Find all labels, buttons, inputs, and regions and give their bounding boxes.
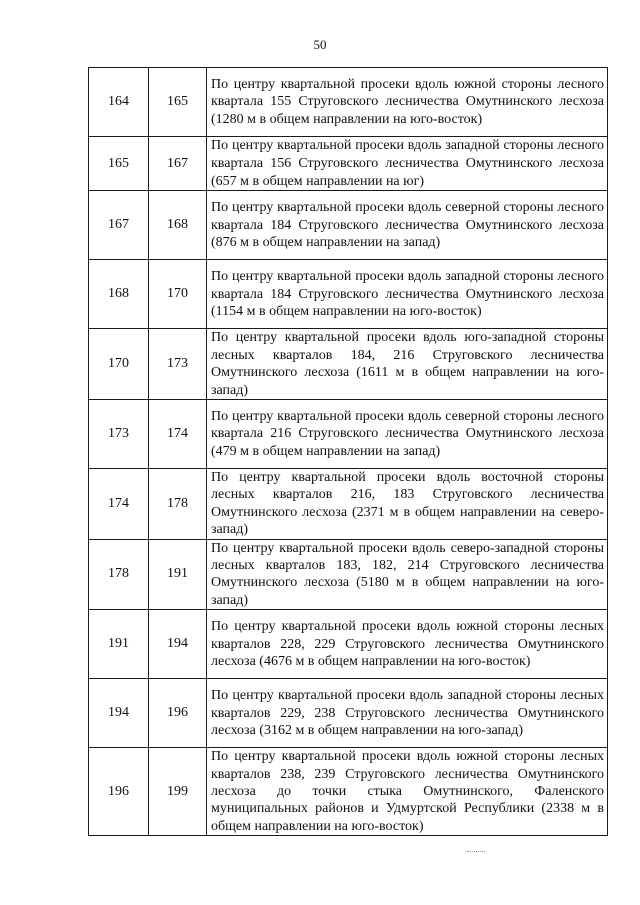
to-point: 174 — [149, 400, 207, 469]
boundary-description: По центру квартальной просеки вдоль восточной стороны лесных кварталов 216, 183 Струговского лесничества Омутнинского лесхоза (2371 м в общем направлении на северо-запад) — [207, 469, 608, 540]
table-row — [89, 610, 608, 679]
from-point: 170 — [89, 329, 149, 400]
table-row — [89, 539, 608, 610]
page-number: 50 — [313, 37, 327, 52]
to-point: 191 — [149, 539, 207, 610]
to-point: 196 — [149, 679, 207, 748]
boundary-description: По центру квартальной просеки вдоль северной стороны лесного квартала 184 Струговского лесничества Омутнинского лесхоза (876 м в общем направлении на запад) — [207, 191, 608, 260]
to-point: 173 — [149, 329, 207, 400]
boundary-description: По центру квартальной просеки вдоль северной стороны лесного квартала 216 Струговского лесничества Омутнинского лесхоза (479 м в общем направлении на запад) — [207, 400, 608, 469]
to-point: 178 — [149, 469, 207, 540]
boundary-description: По центру квартальной просеки вдоль западной стороны лесных кварталов 229, 238 Струговского лесничества Омутнинского лесхоза (3162 м в общем направлении на юго-запад) — [207, 679, 608, 748]
from-point: 191 — [89, 610, 149, 679]
from-point: 173 — [89, 400, 149, 469]
boundary-description: По центру квартальной просеки вдоль западной стороны лесного квартала 184 Струговского лесничества Омутнинского лесхоза (1154 м в общем направлении на юго-восток) — [207, 260, 608, 329]
boundary-description: По центру квартальной просеки вдоль юго-западной стороны лесных кварталов 184, 216 Струговского лесничества Омутнинского лесхоза (1611 м в общем направлении на юго-запад) — [207, 329, 608, 400]
to-point: 170 — [149, 260, 207, 329]
to-point: 167 — [149, 137, 207, 191]
to-point: 194 — [149, 610, 207, 679]
to-point: 168 — [149, 191, 207, 260]
from-point: 174 — [89, 469, 149, 540]
boundary-description: По центру квартальной просеки вдоль северо-западной стороны лесных кварталов 183, 182, 214 Струговского лесничества Омутнинского лесхоза (5180 м в общем направлении на юго-запад) — [207, 539, 608, 610]
boundary-description: По центру квартальной просеки вдоль южной стороны лесного квартала 155 Струговского лесничества Омутнинского лесхоза (1280 м в общем направлении на юго-восток) — [207, 68, 608, 137]
from-point: 165 — [89, 137, 149, 191]
from-point: 178 — [89, 539, 149, 610]
table-row — [89, 469, 608, 540]
to-point: 199 — [149, 748, 207, 836]
to-point: 165 — [149, 68, 207, 137]
boundary-table — [88, 67, 608, 836]
from-point: 164 — [89, 68, 149, 137]
table-row — [89, 191, 608, 260]
table-row — [89, 329, 608, 400]
scan-mark — [467, 851, 485, 853]
table-row — [89, 679, 608, 748]
boundary-description: По центру квартальной просеки вдоль западной стороны лесного квартала 156 Струговского лесничества Омутнинского лесхоза (657 м в общем направлении на юг) — [207, 137, 608, 191]
from-point: 168 — [89, 260, 149, 329]
table-row — [89, 400, 608, 469]
boundary-description: По центру квартальной просеки вдоль южной стороны лесных кварталов 238, 239 Струговского лесничества Омутнинского лесхоза до точки стыка Омутнинского, Фаленского муниципальных районов и Удмуртской Республики (2338 м в общем направлении на юго-восток) — [207, 748, 608, 836]
table-row — [89, 748, 608, 836]
table-row — [89, 68, 608, 137]
table-row — [89, 260, 608, 329]
table-row — [89, 137, 608, 191]
from-point: 194 — [89, 679, 149, 748]
boundary-description: По центру квартальной просеки вдоль южной стороны лесных кварталов 228, 229 Струговского лесничества Омутнинского лесхоза (4676 м в общем направлении на юго-восток) — [207, 610, 608, 679]
from-point: 196 — [89, 748, 149, 836]
from-point: 167 — [89, 191, 149, 260]
